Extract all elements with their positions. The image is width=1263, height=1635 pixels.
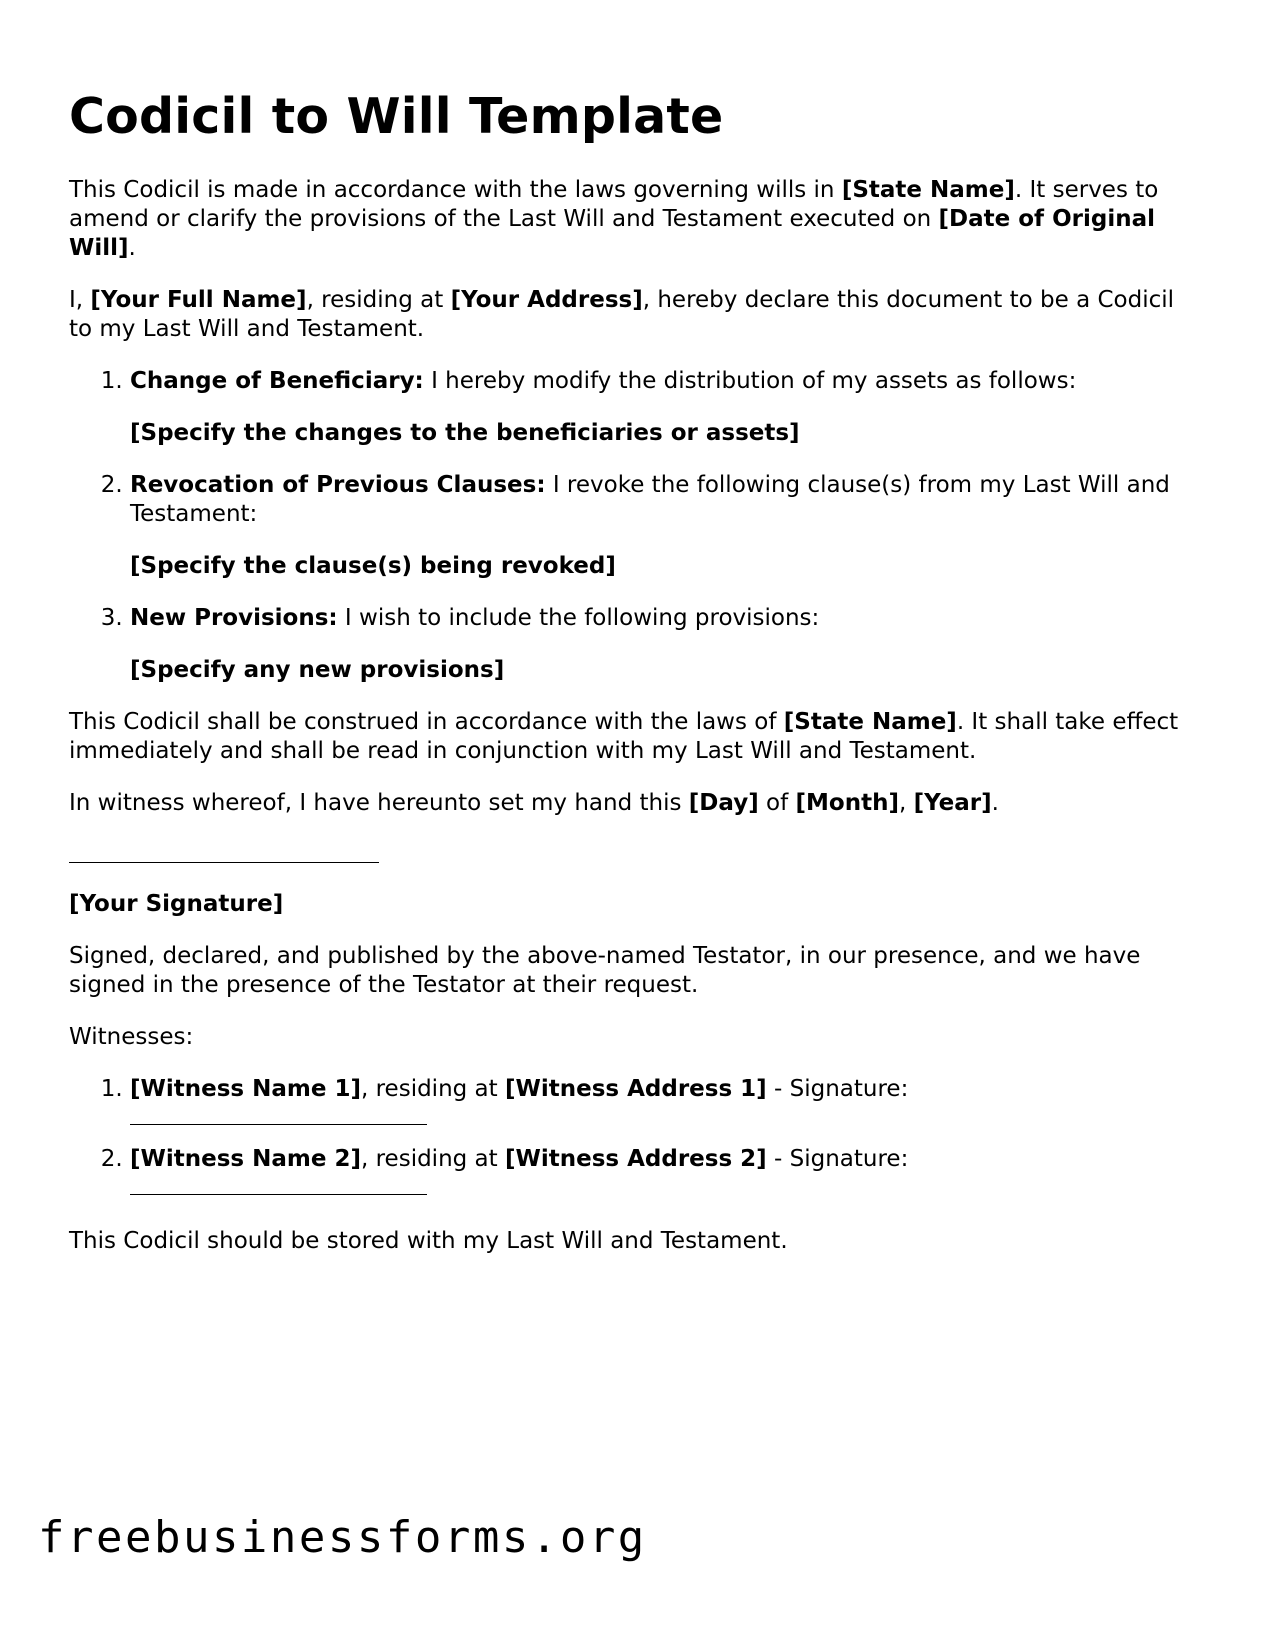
clause-list bbox=[69, 367, 1199, 685]
witness-name: [Witness Name 1] bbox=[130, 1076, 361, 1102]
state-name-placeholder: [State Name] bbox=[841, 177, 1015, 203]
witness-signature-label: - Signature: bbox=[766, 1076, 909, 1102]
witness-clause-text-4: . bbox=[991, 790, 999, 816]
intro-text-2: . It serves to amend or clarify the provisions of the Last Will and Testament executed on bbox=[69, 177, 1159, 232]
clause-placeholder: [Specify the changes to the beneficiaries or assets] bbox=[130, 420, 800, 446]
witness-signature-label: - Signature: bbox=[766, 1146, 909, 1172]
witness-address: [Witness Address 1] bbox=[504, 1076, 767, 1102]
attestation-paragraph: Signed, declared, and published by the above-named Testator, in our presence, and we have signed in the presence of the Testator at their request. bbox=[69, 943, 1141, 998]
witnesses-label: Witnesses: bbox=[69, 1024, 194, 1050]
declaration-paragraph bbox=[69, 286, 1199, 344]
page-title: Codicil to Will Template bbox=[69, 88, 724, 145]
original-will-date-placeholder: [Date of Original Will] bbox=[69, 206, 1155, 261]
witness-item bbox=[130, 1145, 1199, 1203]
intro-text-1: This Codicil is made in accordance with the laws governing wills in bbox=[69, 177, 842, 203]
witness-clause-text-3: , bbox=[898, 790, 914, 816]
witness-residing-text: , residing at bbox=[360, 1146, 505, 1172]
witness-clause-text-2: of bbox=[758, 790, 796, 816]
document-page bbox=[69, 0, 1199, 1256]
clause-text: I revoke the following clause(s) from my Last Will and Testament: bbox=[130, 472, 1170, 527]
clause-heading: New Provisions: bbox=[130, 605, 338, 631]
footer-watermark: freebusinessforms.org bbox=[38, 1512, 647, 1563]
declaration-text-1: I, bbox=[69, 287, 91, 313]
witness-residing-text: , residing at bbox=[360, 1076, 505, 1102]
witness-clause bbox=[69, 789, 1199, 818]
clause-placeholder: [Specify the clause(s) being revoked] bbox=[130, 553, 616, 579]
clause-heading: Revocation of Previous Clauses: bbox=[130, 472, 546, 498]
witness-name: [Witness Name 2] bbox=[130, 1146, 361, 1172]
declaration-text-2: , residing at bbox=[306, 287, 451, 313]
your-signature-label: [Your Signature] bbox=[69, 891, 284, 917]
day-placeholder: [Day] bbox=[688, 790, 759, 816]
clause-text: I hereby modify the distribution of my assets as follows: bbox=[423, 368, 1077, 394]
clause-item bbox=[130, 367, 1199, 448]
clause-item bbox=[130, 604, 1199, 685]
law-text-2: . It shall take effect immediately and shall be read in conjunction with my Last Will and Testament. bbox=[69, 709, 1179, 764]
declaration-text-3: , hereby declare this document to be a Codicil to my Last Will and Testament. bbox=[69, 287, 1175, 342]
law-text-1: This Codicil shall be construed in accordance with the laws of bbox=[69, 709, 784, 735]
clause-text: I wish to include the following provisions: bbox=[337, 605, 820, 631]
intro-paragraph bbox=[69, 176, 1199, 263]
full-name-placeholder: [Your Full Name] bbox=[90, 287, 307, 313]
witness-address: [Witness Address 2] bbox=[504, 1146, 767, 1172]
law-state-placeholder: [State Name] bbox=[783, 709, 957, 735]
intro-text-3: . bbox=[128, 235, 136, 261]
witness-item bbox=[130, 1075, 1199, 1133]
witness-signature-line bbox=[130, 1110, 427, 1125]
clause-placeholder: [Specify any new provisions] bbox=[130, 657, 505, 683]
address-placeholder: [Your Address] bbox=[450, 287, 643, 313]
governing-law-paragraph bbox=[69, 708, 1199, 766]
year-placeholder: [Year] bbox=[913, 790, 992, 816]
testator-signature-line bbox=[69, 862, 379, 863]
clause-heading: Change of Beneficiary: bbox=[130, 368, 424, 394]
month-placeholder: [Month] bbox=[795, 790, 899, 816]
storage-note: This Codicil should be stored with my Last Will and Testament. bbox=[69, 1228, 788, 1254]
witness-signature-line bbox=[130, 1180, 427, 1195]
witness-clause-text-1: In witness whereof, I have hereunto set my hand this bbox=[69, 790, 689, 816]
clause-item bbox=[130, 471, 1199, 581]
witness-list bbox=[69, 1075, 1199, 1203]
